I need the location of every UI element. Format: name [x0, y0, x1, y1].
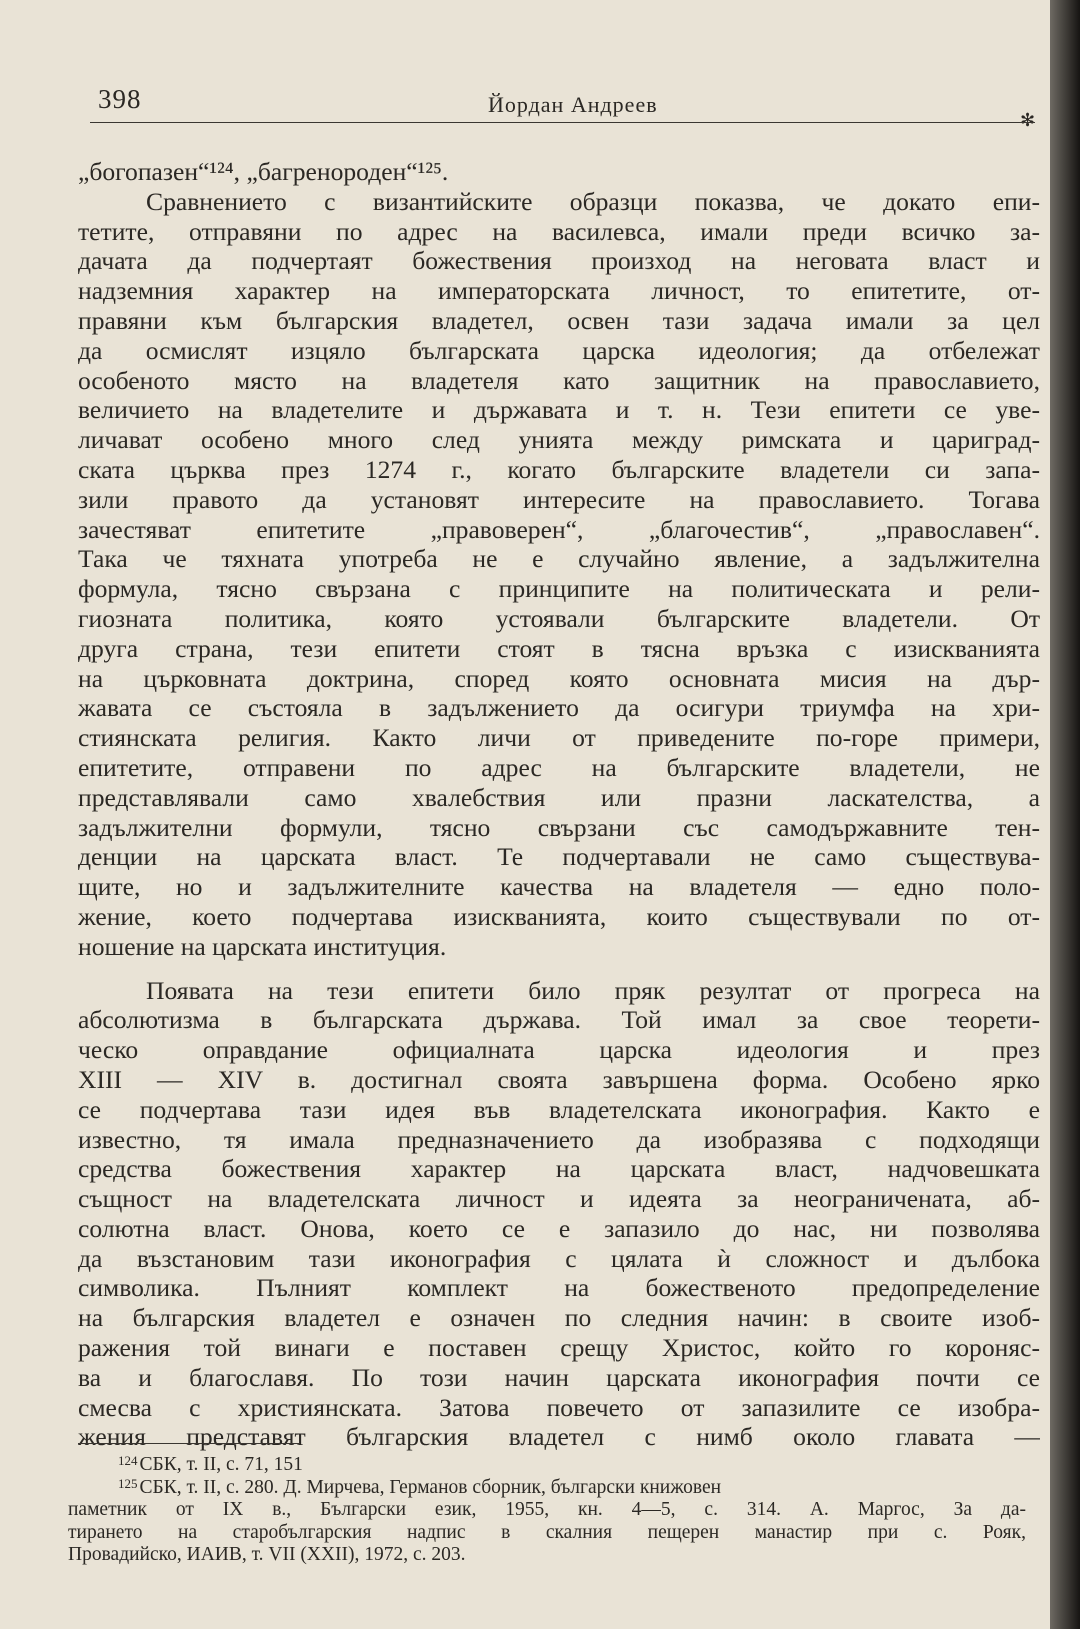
body-text	[78, 157, 1040, 1452]
text-line: да възстановим тази иконография с цялата ѝ сложност и дълбока	[78, 1243, 1040, 1273]
text-line: се подчертава тази идея във владетелската иконография. Както е	[78, 1094, 1040, 1124]
text-line: жавата се състояла в задължението да осигури триумфа на хри-	[78, 693, 1040, 723]
text-line: смесва с християнската. Затова повечето от запазилите се изобра-	[78, 1392, 1040, 1422]
footnote-line	[68, 1544, 1026, 1567]
text-line: представлявали само хвалебствия или празни ласкателства, а	[78, 782, 1040, 812]
text-line: ношение на царската институция.	[78, 931, 447, 961]
text-line: стиянската религия. Както личи от приведените по-горе примери,	[78, 723, 1040, 753]
footnote-line	[68, 1522, 1026, 1545]
text-line: на българския владетел е означен по следния начин: в своите изоб-	[78, 1303, 1040, 1333]
footnote-text: СБК, т. II, с. 280. Д. Мирчева, Германов сборник, български книжовен	[139, 1476, 722, 1498]
ornament-mark: ✻	[1020, 110, 1036, 130]
text-line: Така че тяхната употреба не е случайно явление, а задължителна	[78, 544, 1040, 574]
footnote-line	[68, 1499, 1026, 1522]
text-line: абсолютизма в българската държава. Той имал за свое теорети-	[78, 1005, 1040, 1035]
text-line: зачестяват епитетите „правоверен“, „благочестив“, „православен“.	[78, 514, 1040, 544]
footnote-line	[68, 1454, 1026, 1477]
paragraph-gap	[78, 962, 1040, 976]
text-line: ва и благославя. По този начин царската иконография почти се	[78, 1362, 1040, 1392]
text-line: Сравнението с византийските образци показва, че докато епи-	[146, 186, 1040, 216]
text-line: средства божествения характер на царската власт, надчовешката	[78, 1154, 1040, 1184]
footnote-text: паметник от IX в., Български език, 1955, кн. 4—5, с. 314. А. Маргос, За да-	[68, 1499, 1026, 1521]
footnote-text: Провадийско, ИАИВ, т. VII (XXII), 1972, с. 203.	[68, 1544, 466, 1566]
running-head: Йордан Андреев	[488, 92, 658, 117]
text-line: формула, тясно свързана с принципите на политическата и рели-	[78, 574, 1040, 604]
text-line: дачата да подчертаят божествения произход на неговата власт и	[78, 246, 1040, 276]
text-line: символика. Пълният комплект на божественото предопределение	[78, 1273, 1040, 1303]
text-line: тетите, отправяни по адрес на василевса, имали преди всичко за-	[78, 216, 1040, 246]
text-line: същност на владетелската личност и идеята за неограничената, аб-	[78, 1184, 1040, 1214]
footnote-line	[68, 1477, 1026, 1500]
text-line: на църковната доктрина, според която основната мисия на дър-	[78, 663, 1040, 693]
text-line: „богопазен“¹²⁴, „багренороден“¹²⁵.	[78, 157, 449, 186]
text-line: XIII — XIV в. достигнал своята завършена форма. Особено ярко	[78, 1064, 1040, 1094]
text-line: зили правото да установят интересите на православието. Тогава	[78, 484, 1040, 514]
text-line: Появата на тези епитети било пряк резултат от прогреса на	[146, 975, 1040, 1005]
text-line: известно, тя имала предназначението да изобразява с подходящи	[78, 1124, 1040, 1154]
page-header	[90, 84, 1050, 130]
text-line: денции на царската власт. Те подчертавали не само съществува-	[78, 842, 1040, 872]
header-rule	[90, 122, 1035, 123]
footnote-text: тирането на старобългарския надпис в скалния пещерен манастир при с. Рояк,	[68, 1521, 1026, 1543]
text-line: надземния характер на императорската личност, то епитетите, от-	[78, 276, 1040, 306]
text-line: личават особено много след унията между римската и цариград-	[78, 425, 1040, 455]
page-number: 398	[98, 84, 142, 114]
footnote-text: СБК, т. II, с. 71, 151	[139, 1454, 303, 1475]
text-line: ческо оправдание официалната царска идеология и през	[78, 1035, 1040, 1065]
text-line: солютна власт. Онова, което се е запазило до нас, ни позволява	[78, 1213, 1040, 1243]
text-line: правяни към българския владетел, освен тази задача имали за цел	[78, 305, 1040, 335]
footnote-rule	[78, 1443, 300, 1444]
book-spine-edge	[1050, 0, 1080, 1629]
footnote-number: 125	[118, 1476, 138, 1491]
text-line: особеното място на владетеля като защитник на православието,	[78, 365, 1040, 395]
footnotes	[68, 1454, 1026, 1567]
text-line: друга страна, тези епитети стоят в тясна връзка с изискванията	[78, 633, 1040, 663]
text-line: гиозната политика, която устоявали българските владетели. От	[78, 603, 1040, 633]
text-line: жение, което подчертава изискванията, които съществували по от-	[78, 901, 1040, 931]
text-line: величието на владетелите и държавата и т. н. Тези епитети се уве-	[78, 395, 1040, 425]
text-line: епитетите, отправени по адрес на българските владетели, не	[78, 752, 1040, 782]
text-line: жения представят българския владетел с нимб около главата —	[78, 1422, 1040, 1452]
text-line: ражения той винаги е поставен срещу Христос, който го короняс-	[78, 1333, 1040, 1363]
text-line: ската църква през 1274 г., когато българските владетели си запа-	[78, 454, 1040, 484]
text-line: щите, но и задължителните качества на владетеля — едно поло-	[78, 872, 1040, 902]
footnote-number: 124	[118, 1454, 138, 1468]
text-line: да осмислят изцяло българската царска идеология; да отбележат	[78, 335, 1040, 365]
text-line: задължителни формули, тясно свързани със самодържавните тен-	[78, 812, 1040, 842]
